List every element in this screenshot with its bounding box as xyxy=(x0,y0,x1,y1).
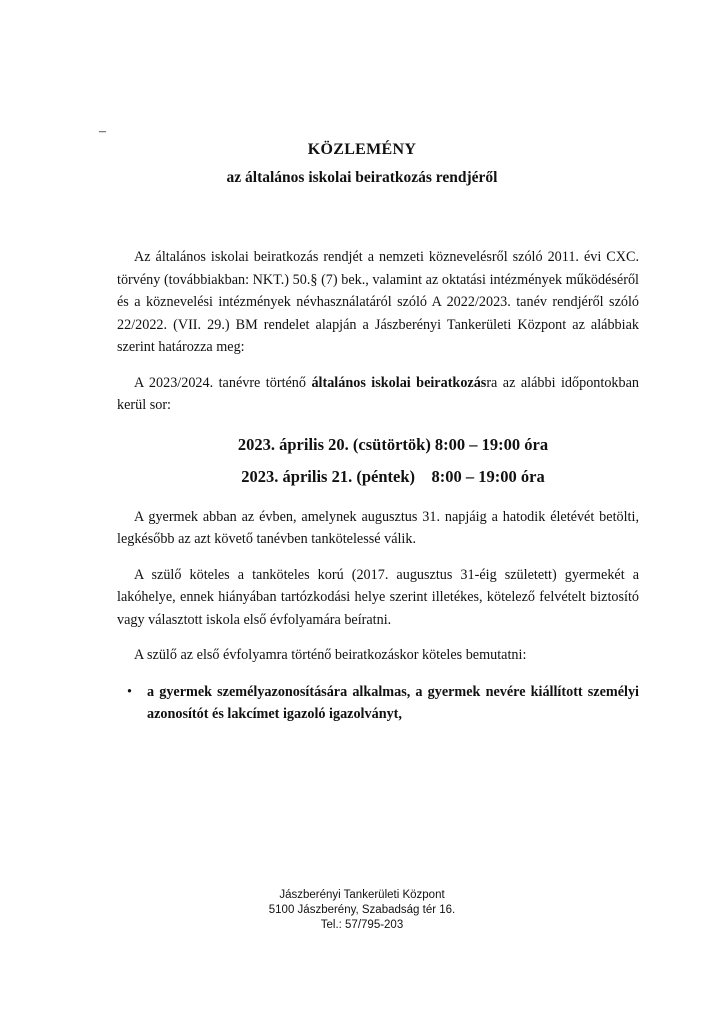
document-subtitle: az általános iskolai beiratkozás rendjéről xyxy=(226,169,498,186)
enrollment-date: 2023. április 21. (péntek) 8:00 – 19:00 óra xyxy=(241,466,545,486)
list-item-text: a gyermek személyazonosítására alkalmas, a gyermek nevére kiállított személyi azonosítót és lakcímet igazoló igazolványt, xyxy=(147,683,639,722)
enrollment-date: 2023. április 20. (csütörtök) 8:00 – 19:00 óra xyxy=(237,434,549,454)
required-documents-list xyxy=(117,681,639,726)
list-item xyxy=(117,681,639,726)
documents-intro-paragraph: A szülő az első évfolyamra történő beiratkozáskor köteles bemutatni: xyxy=(134,647,527,663)
footer-phone: Tel.: 57/795-203 xyxy=(320,919,404,931)
duty-paragraph: A szülő köteles a tanköteles korú (2017. augusztus 31-éig született) gyermekét a lakóhelye, ennek hiányában tartózkodási helye szerint illetékes, kötelező felvételt biztosító vagy választott iskola első évfolyamára beíratni. xyxy=(117,566,639,628)
footer-address: 5100 Jászberény, Szabadság tér 16. xyxy=(268,904,456,916)
document-body xyxy=(117,246,639,726)
intro-paragraph: Az általános iskolai beiratkozás rendjét a nemzeti köznevelésről szóló 2011. évi CXC. törvény (továbbiakban: NKT.) 50.§ (7) bek., valamint az oktatási intézmények működéséről és a köznevelési intézmények névhasználatáról szóló A 2022/2023. tanév rendjéről szóló 22/2022. (VII. 29.) BM rendelet alapján a Jászberényi Tankerületi Központ az alábbiak szerint határozza meg: xyxy=(117,249,639,355)
page-mark: – xyxy=(99,124,106,139)
schedule-text-bold: általános iskolai beiratkozás xyxy=(311,374,487,391)
page-footer xyxy=(0,888,724,933)
enrollment-dates xyxy=(147,429,639,493)
footer-org: Jászberényi Tankerületi Központ xyxy=(279,889,445,901)
schedule-text-pre: A 2023/2024. tanévre történő xyxy=(134,374,312,391)
schedule-text-post: ra az alábbi időpontokban kerül sor: xyxy=(117,374,639,413)
document-title: KÖZLEMÉNY xyxy=(307,141,417,158)
age-paragraph: A gyermek abban az évben, amelynek augusztus 31. napjáig a hatodik életévét betölti, legkésőbb az azt követő tanévben tankötelessé válik. xyxy=(117,508,639,547)
schedule-paragraph xyxy=(117,372,639,417)
bullet-icon: • xyxy=(127,683,132,700)
